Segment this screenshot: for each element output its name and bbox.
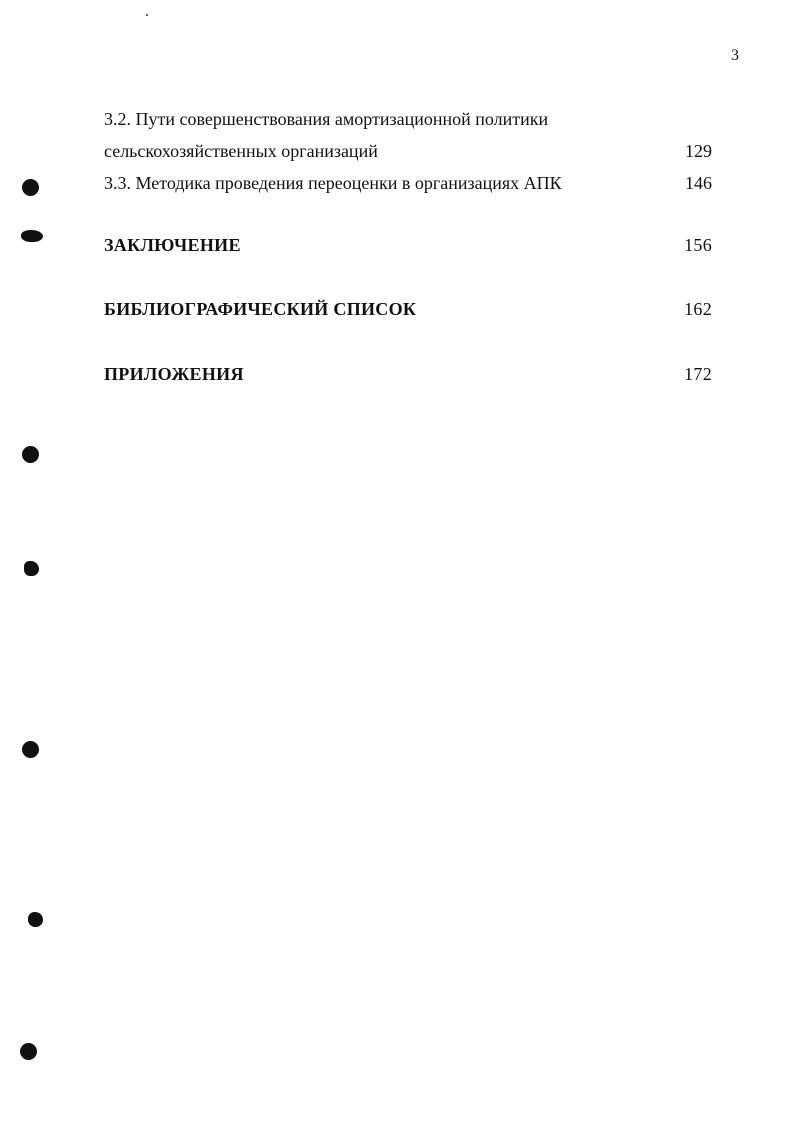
punch-hole bbox=[24, 561, 39, 576]
toc-section-title: ПРИЛОЖЕНИЯ bbox=[104, 364, 244, 384]
toc-section-title: БИБЛИОГРАФИЧЕСКИЙ СПИСОК bbox=[104, 299, 417, 319]
punch-hole bbox=[22, 446, 39, 463]
table-of-contents bbox=[104, 105, 716, 384]
punch-hole bbox=[22, 741, 39, 758]
page-number: 3 bbox=[731, 47, 739, 64]
toc-section-page: 156 bbox=[684, 235, 712, 255]
toc-entry-title: сельскохозяйственных организаций bbox=[104, 141, 378, 161]
toc-entry-title: 3.3. Методика проведения переоценки в организациях АПК bbox=[104, 173, 562, 193]
toc-entry bbox=[104, 137, 716, 169]
punch-hole bbox=[28, 912, 43, 927]
speck bbox=[146, 14, 148, 16]
toc-entry-page: 146 bbox=[685, 173, 712, 193]
toc-section-page: 162 bbox=[684, 299, 712, 319]
toc-entry-title: 3.2. Пути совершенствования амортизационной политики bbox=[104, 109, 549, 129]
punch-hole bbox=[22, 179, 39, 196]
toc-entry bbox=[104, 169, 716, 201]
toc-section-title: ЗАКЛЮЧЕНИЕ bbox=[104, 235, 241, 255]
toc-section bbox=[104, 295, 716, 323]
toc-section bbox=[104, 231, 716, 259]
toc-entry-page: 129 bbox=[685, 141, 712, 161]
toc-entry bbox=[104, 105, 716, 137]
punch-hole bbox=[21, 230, 43, 242]
toc-section bbox=[104, 360, 716, 388]
toc-section-page: 172 bbox=[684, 364, 712, 384]
punch-hole bbox=[20, 1043, 37, 1060]
